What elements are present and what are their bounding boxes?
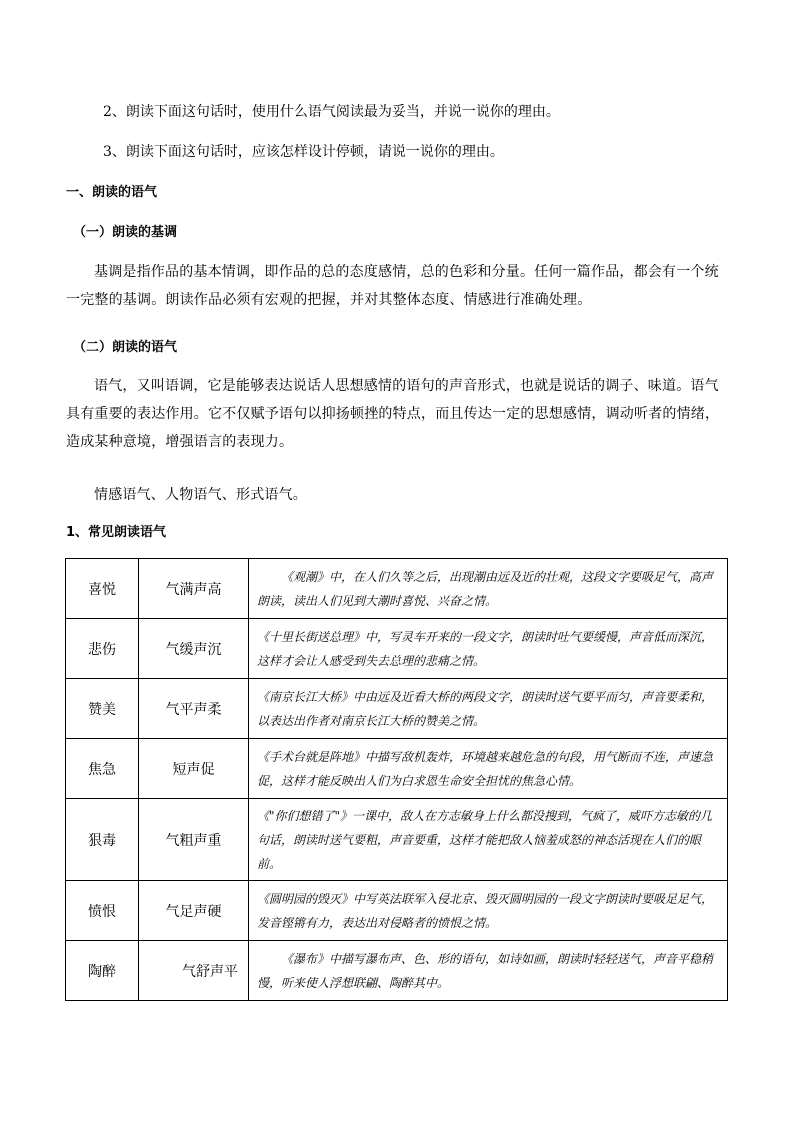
emotion-cell: 悲伤 <box>66 619 139 679</box>
tone-cell: 气平声柔 <box>139 679 249 739</box>
emotion-cell: 焦急 <box>66 739 139 799</box>
emotion-cell: 喜悦 <box>66 559 139 619</box>
tone-cell: 气粗声重 <box>139 799 249 881</box>
tone-cell: 气缓声沉 <box>139 619 249 679</box>
tone-cell: 气舒声平 <box>139 941 249 1001</box>
table-row <box>66 881 728 941</box>
question-2: 2、朗读下面这句话时，使用什么语气阅读最为妥当，并说一说你的理由。 <box>103 104 560 120</box>
table-row <box>66 619 728 679</box>
emotion-cell: 陶醉 <box>66 941 139 1001</box>
table-row <box>66 679 728 739</box>
table-row <box>66 739 728 799</box>
table-row <box>66 559 728 619</box>
table-row <box>66 941 728 1001</box>
section-heading: 一、朗读的语气 <box>66 185 158 200</box>
list-heading: 1、常见朗读语气 <box>66 525 167 540</box>
description-cell: 《瀑布》中描写瀑布声、色、形的语句，如诗如画，朗读时轻轻送气，声音平稳稍慢，听来使人浮想联翩、陶醉其中。 <box>249 941 728 1001</box>
tone-cell: 气满声高 <box>139 559 249 619</box>
paragraph-voice: 语气，又叫语调，它是能够表达说话人思想感情的语句的声音形式，也就是说话的调子、味道。语气具有重要的表达作用。它不仅赋予语句以抑扬顿挫的特点，而且传达一定的思想感情，调动听者的情绪，造成某种意境，增强语言的表现力。 <box>66 378 720 450</box>
tone-cell: 短声促 <box>139 739 249 799</box>
subsection-heading-tone: （一）朗读的基调 <box>73 225 178 240</box>
paragraph-voice-types: 情感语气、人物语气、形式语气。 <box>94 487 307 503</box>
question-3: 3、朗读下面这句话时，应该怎样设计停顿，请说一说你的理由。 <box>103 144 504 160</box>
table-row <box>66 799 728 881</box>
subsection-heading-voice: （二）朗读的语气 <box>73 340 178 355</box>
description-cell: 《"你们想错了"》一课中，敌人在方志敏身上什么都没搜到，气疯了，威吓方志敏的几句话，朗读时送气要粗，声音要重，这样才能把敌人恼羞成怒的神态活现在人们的眼前。 <box>249 799 728 881</box>
tone-table <box>65 558 728 1001</box>
description-cell: 《十里长街送总理》中，写灵车开来的一段文字，朗读时吐气要缓慢，声音低而深沉，这样才会让人感受到失去总理的悲痛之情。 <box>249 619 728 679</box>
description-cell: 《手术台就是阵地》中描写敌机轰炸，环境越来越危急的句段，用气断而不连，声速急促，这样才能反映出人们为白求恩生命安全担忧的焦急心情。 <box>249 739 728 799</box>
description-cell: 《圆明园的毁灭》中写英法联军入侵北京、毁灭圆明园的一段文字朗读时要吸足足气，发音铿锵有力，表达出对侵略者的愤恨之情。 <box>249 881 728 941</box>
emotion-cell: 狠毒 <box>66 799 139 881</box>
emotion-cell: 愤恨 <box>66 881 139 941</box>
paragraph-tone: 基调是指作品的基本情调，即作品的总的态度感情，总的色彩和分量。任何一篇作品，都会有一个统一完整的基调。朗读作品必须有宏观的把握，并对其整体态度、情感进行准确处理。 <box>66 264 719 308</box>
emotion-cell: 赞美 <box>66 679 139 739</box>
description-cell: 《南京长江大桥》中由远及近看大桥的两段文字，朗读时送气要平而匀，声音要柔和，以表达出作者对南京长江大桥的赞美之情。 <box>249 679 728 739</box>
tone-cell: 气足声硬 <box>139 881 249 941</box>
description-cell: 《观潮》中，在人们久等之后，出现潮由远及近的壮观，这段文字要吸足气，高声朗读，读出人们见到大潮时喜悦、兴奋之情。 <box>249 559 728 619</box>
